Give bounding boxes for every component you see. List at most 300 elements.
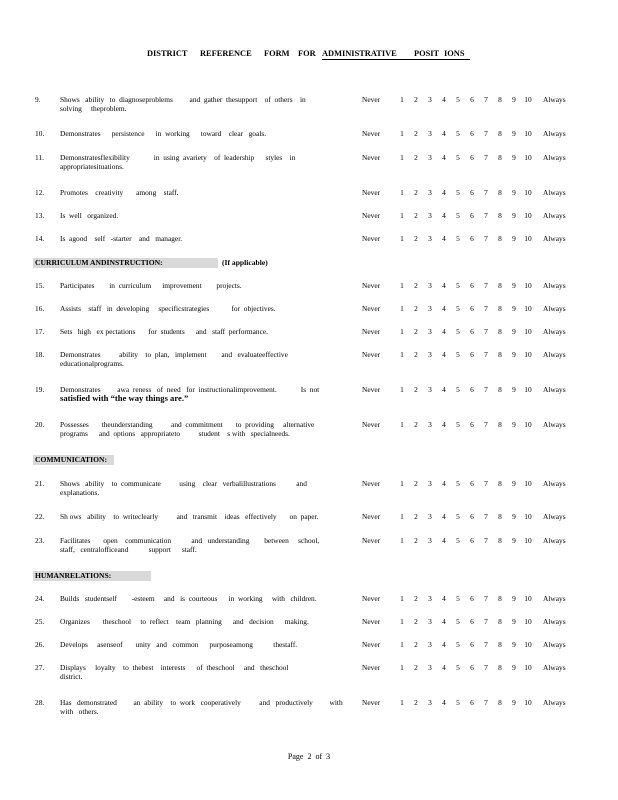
- scale-value-1[interactable]: 1: [400, 479, 404, 488]
- title-word: IONS: [444, 49, 465, 58]
- statement-line: programs and options appropriateto student s with specialneeds.: [60, 429, 290, 438]
- scale-always-label: Always: [543, 234, 566, 243]
- scale-value-3[interactable]: 3: [428, 234, 432, 243]
- scale-value-7[interactable]: 7: [484, 304, 488, 313]
- scale-value-4[interactable]: 4: [442, 536, 446, 545]
- scale-value-4[interactable]: 4: [442, 640, 446, 649]
- scale-always-label: Always: [543, 281, 566, 290]
- scale-value-10[interactable]: 10: [524, 304, 532, 313]
- scale-value-7[interactable]: 7: [484, 640, 488, 649]
- scale-value-2[interactable]: 2: [414, 420, 418, 429]
- scale-value-4[interactable]: 4: [442, 698, 446, 707]
- scale-always-label: Always: [543, 211, 566, 220]
- scale-value-7[interactable]: 7: [484, 234, 488, 243]
- scale-value-8[interactable]: 8: [498, 536, 502, 545]
- scale-value-7[interactable]: 7: [484, 95, 488, 104]
- scale-always-label: Always: [543, 640, 566, 649]
- item-statement: [60, 479, 345, 497]
- scale-value-6[interactable]: 6: [470, 281, 474, 290]
- scale-value-5[interactable]: 5: [456, 640, 460, 649]
- item-number: 24.: [35, 594, 45, 603]
- footer-page-label: Page: [287, 752, 304, 761]
- scale-value-4[interactable]: 4: [442, 663, 446, 672]
- statement-line: solving theproblem.: [60, 104, 127, 113]
- scale-value-5[interactable]: 5: [456, 536, 460, 545]
- scale-always-label: Always: [543, 129, 566, 138]
- scale-never-label: Never: [362, 617, 381, 626]
- scale-never-label: Never: [362, 129, 381, 138]
- scale-value-3[interactable]: 3: [428, 512, 432, 521]
- scale-value-1[interactable]: 1: [400, 211, 404, 220]
- scale-value-1[interactable]: 1: [400, 594, 404, 603]
- scale-value-1[interactable]: 1: [400, 188, 404, 197]
- scale-value-2[interactable]: 2: [414, 617, 418, 626]
- item-number: 12.: [35, 188, 45, 197]
- section-note: (If applicable): [222, 258, 268, 267]
- scale-value-9[interactable]: 9: [512, 420, 516, 429]
- scale-value-10[interactable]: 10: [524, 663, 532, 672]
- scale-value-5[interactable]: 5: [456, 327, 460, 336]
- scale-value-3[interactable]: 3: [428, 536, 432, 545]
- scale-always-label: Always: [543, 617, 566, 626]
- scale-value-9[interactable]: 9: [512, 536, 516, 545]
- scale-value-7[interactable]: 7: [484, 211, 488, 220]
- scale-value-10[interactable]: 10: [524, 385, 532, 394]
- scale-value-1[interactable]: 1: [400, 153, 404, 162]
- scale-value-10[interactable]: 10: [524, 698, 532, 707]
- scale-value-6[interactable]: 6: [470, 304, 474, 313]
- scale-value-3[interactable]: 3: [428, 479, 432, 488]
- scale-value-5[interactable]: 5: [456, 211, 460, 220]
- scale-value-10[interactable]: 10: [524, 594, 532, 603]
- scale-value-9[interactable]: 9: [512, 95, 516, 104]
- scale-value-2[interactable]: 2: [414, 640, 418, 649]
- statement-line: Demonstratesflexibility in using avariety of leadership styles in: [60, 153, 296, 162]
- scale-value-3[interactable]: 3: [428, 95, 432, 104]
- scale-value-5[interactable]: 5: [456, 698, 460, 707]
- scale-value-5[interactable]: 5: [456, 95, 460, 104]
- scale-value-5[interactable]: 5: [456, 385, 460, 394]
- scale-value-3[interactable]: 3: [428, 594, 432, 603]
- statement-line: Assists staff in developing specificstrategies for objectives.: [60, 304, 276, 313]
- scale-value-8[interactable]: 8: [498, 129, 502, 138]
- scale-value-9[interactable]: 9: [512, 663, 516, 672]
- item-statement: [60, 663, 345, 681]
- scale-value-1[interactable]: 1: [400, 327, 404, 336]
- scale-value-8[interactable]: 8: [498, 304, 502, 313]
- item-number: 16.: [35, 304, 45, 313]
- scale-value-4[interactable]: 4: [442, 234, 446, 243]
- section-communication: [33, 455, 114, 465]
- scale-value-4[interactable]: 4: [442, 617, 446, 626]
- scale-always-label: Always: [543, 153, 566, 162]
- item-number: 17.: [35, 327, 45, 336]
- scale-value-10[interactable]: 10: [524, 153, 532, 162]
- scale-value-1[interactable]: 1: [400, 512, 404, 521]
- item-number: 22.: [35, 512, 45, 521]
- scale-value-8[interactable]: 8: [498, 95, 502, 104]
- scale-value-6[interactable]: 6: [470, 640, 474, 649]
- scale-value-7[interactable]: 7: [484, 479, 488, 488]
- scale-value-2[interactable]: 2: [414, 594, 418, 603]
- scale-value-9[interactable]: 9: [512, 234, 516, 243]
- scale-value-8[interactable]: 8: [498, 281, 502, 290]
- statement-line: Demonstrates ability to plan, implement and evaluateeffective: [60, 350, 288, 359]
- scale-value-9[interactable]: 9: [512, 188, 516, 197]
- item-statement: [60, 153, 345, 171]
- scale-value-9[interactable]: 9: [512, 698, 516, 707]
- scale-value-7[interactable]: 7: [484, 420, 488, 429]
- scale-value-9[interactable]: 9: [512, 304, 516, 313]
- scale-value-9[interactable]: 9: [512, 327, 516, 336]
- item-statement: [60, 129, 345, 138]
- scale-value-4[interactable]: 4: [442, 420, 446, 429]
- statement-line: Is agood self -starter and manager.: [60, 234, 183, 243]
- scale-value-10[interactable]: 10: [524, 188, 532, 197]
- scale-value-8[interactable]: 8: [498, 211, 502, 220]
- scale-value-2[interactable]: 2: [414, 663, 418, 672]
- scale-value-4[interactable]: 4: [442, 211, 446, 220]
- scale-value-8[interactable]: 8: [498, 234, 502, 243]
- scale-value-5[interactable]: 5: [456, 281, 460, 290]
- statement-line: Promotes creativity among staff.: [60, 188, 179, 197]
- scale-value-10[interactable]: 10: [524, 95, 532, 104]
- item-number: 9.: [35, 95, 41, 104]
- scale-value-1[interactable]: 1: [400, 385, 404, 394]
- item-statement: [60, 211, 345, 220]
- scale-value-2[interactable]: 2: [414, 479, 418, 488]
- scale-value-5[interactable]: 5: [456, 350, 460, 359]
- scale-never-label: Never: [362, 281, 381, 290]
- scale-value-10[interactable]: 10: [524, 640, 532, 649]
- scale-never-label: Never: [362, 479, 381, 488]
- scale-value-9[interactable]: 9: [512, 479, 516, 488]
- scale-value-3[interactable]: 3: [428, 153, 432, 162]
- scale-value-8[interactable]: 8: [498, 327, 502, 336]
- statement-line: Displays loyalty to thebest interests of theschool and theschool: [60, 663, 289, 672]
- scale-value-7[interactable]: 7: [484, 385, 488, 394]
- scale-value-5[interactable]: 5: [456, 479, 460, 488]
- scale-value-9[interactable]: 9: [512, 211, 516, 220]
- statement-line: Possesses theunderstanding and commitment to providing alternative: [60, 420, 315, 429]
- section-label: COMMUNICATION:: [35, 455, 107, 464]
- scale-value-4[interactable]: 4: [442, 327, 446, 336]
- statement-line: Develops asenseof unity and common purposeamong thestaff.: [60, 640, 298, 649]
- scale-value-9[interactable]: 9: [512, 129, 516, 138]
- scale-always-label: Always: [543, 536, 566, 545]
- scale-value-6[interactable]: 6: [470, 698, 474, 707]
- statement-line: educationalprograms.: [60, 359, 124, 368]
- scale-value-10[interactable]: 10: [524, 281, 532, 290]
- scale-value-8[interactable]: 8: [498, 698, 502, 707]
- item-statement: [60, 512, 345, 521]
- scale-value-2[interactable]: 2: [414, 350, 418, 359]
- scale-value-2[interactable]: 2: [414, 211, 418, 220]
- item-statement: [60, 234, 345, 243]
- scale-value-1[interactable]: 1: [400, 698, 404, 707]
- scale-value-6[interactable]: 6: [470, 420, 474, 429]
- statement-line: Shows ability to diagnoseproblems and gather thesupport of others in: [60, 95, 306, 104]
- scale-value-5[interactable]: 5: [456, 420, 460, 429]
- scale-always-label: Always: [543, 479, 566, 488]
- item-statement: [60, 698, 345, 716]
- scale-never-label: Never: [362, 698, 381, 707]
- scale-always-label: Always: [543, 420, 566, 429]
- statement-line: explanations.: [60, 488, 100, 497]
- scale-value-7[interactable]: 7: [484, 698, 488, 707]
- scale-value-9[interactable]: 9: [512, 385, 516, 394]
- scale-value-3[interactable]: 3: [428, 304, 432, 313]
- item-number: 25.: [35, 617, 45, 626]
- scale-never-label: Never: [362, 385, 381, 394]
- statement-line: Facilitates open communication and understanding between school,: [60, 536, 320, 545]
- scale-value-3[interactable]: 3: [428, 129, 432, 138]
- scale-value-7[interactable]: 7: [484, 536, 488, 545]
- scale-value-9[interactable]: 9: [512, 640, 516, 649]
- scale-value-1[interactable]: 1: [400, 129, 404, 138]
- scale-value-10[interactable]: 10: [524, 617, 532, 626]
- scale-value-10[interactable]: 10: [524, 536, 532, 545]
- scale-value-1[interactable]: 1: [400, 281, 404, 290]
- scale-value-3[interactable]: 3: [428, 420, 432, 429]
- scale-always-label: Always: [543, 350, 566, 359]
- scale-value-4[interactable]: 4: [442, 304, 446, 313]
- scale-value-3[interactable]: 3: [428, 211, 432, 220]
- scale-value-6[interactable]: 6: [470, 95, 474, 104]
- scale-value-4[interactable]: 4: [442, 153, 446, 162]
- scale-value-3[interactable]: 3: [428, 188, 432, 197]
- scale-value-7[interactable]: 7: [484, 281, 488, 290]
- scale-value-1[interactable]: 1: [400, 304, 404, 313]
- scale-value-6[interactable]: 6: [470, 536, 474, 545]
- scale-never-label: Never: [362, 350, 381, 359]
- statement-line: Sets high ex pectations for students and staff performance.: [60, 327, 268, 336]
- scale-value-6[interactable]: 6: [470, 129, 474, 138]
- statement-line: staff, centralofficeand support staff.: [60, 545, 197, 554]
- scale-value-7[interactable]: 7: [484, 188, 488, 197]
- scale-value-5[interactable]: 5: [456, 304, 460, 313]
- scale-value-9[interactable]: 9: [512, 350, 516, 359]
- scale-value-8[interactable]: 8: [498, 617, 502, 626]
- scale-value-6[interactable]: 6: [470, 479, 474, 488]
- scale-never-label: Never: [362, 663, 381, 672]
- scale-value-5[interactable]: 5: [456, 617, 460, 626]
- statement-line: Participates in curriculum improvement projects.: [60, 281, 242, 290]
- scale-value-7[interactable]: 7: [484, 594, 488, 603]
- scale-value-8[interactable]: 8: [498, 663, 502, 672]
- scale-value-8[interactable]: 8: [498, 188, 502, 197]
- scale-value-4[interactable]: 4: [442, 188, 446, 197]
- scale-value-1[interactable]: 1: [400, 663, 404, 672]
- scale-value-8[interactable]: 8: [498, 350, 502, 359]
- scale-value-2[interactable]: 2: [414, 385, 418, 394]
- item-number: 28.: [35, 698, 45, 707]
- scale-value-2[interactable]: 2: [414, 95, 418, 104]
- scale-never-label: Never: [362, 512, 381, 521]
- scale-value-1[interactable]: 1: [400, 420, 404, 429]
- scale-value-10[interactable]: 10: [524, 211, 532, 220]
- scale-value-7[interactable]: 7: [484, 327, 488, 336]
- scale-value-2[interactable]: 2: [414, 153, 418, 162]
- scale-value-8[interactable]: 8: [498, 420, 502, 429]
- item-statement: [60, 188, 345, 197]
- scale-value-6[interactable]: 6: [470, 350, 474, 359]
- scale-value-7[interactable]: 7: [484, 129, 488, 138]
- statement-line: Builds studentself -esteem and is courteous in working with children.: [60, 594, 317, 603]
- scale-value-8[interactable]: 8: [498, 479, 502, 488]
- item-statement: [60, 420, 345, 438]
- scale-value-2[interactable]: 2: [414, 129, 418, 138]
- section-human-relations: [33, 571, 151, 581]
- scale-value-10[interactable]: 10: [524, 420, 532, 429]
- item-number: 18.: [35, 350, 45, 359]
- scale-value-3[interactable]: 3: [428, 617, 432, 626]
- item-statement: [60, 640, 345, 649]
- scale-value-4[interactable]: 4: [442, 281, 446, 290]
- scale-value-2[interactable]: 2: [414, 281, 418, 290]
- scale-value-5[interactable]: 5: [456, 512, 460, 521]
- scale-value-7[interactable]: 7: [484, 350, 488, 359]
- scale-value-4[interactable]: 4: [442, 594, 446, 603]
- item-statement: [60, 350, 345, 368]
- scale-value-8[interactable]: 8: [498, 594, 502, 603]
- scale-value-2[interactable]: 2: [414, 698, 418, 707]
- scale-value-2[interactable]: 2: [414, 536, 418, 545]
- scale-value-2[interactable]: 2: [414, 327, 418, 336]
- scale-value-1[interactable]: 1: [400, 95, 404, 104]
- scale-value-6[interactable]: 6: [470, 594, 474, 603]
- scale-value-3[interactable]: 3: [428, 281, 432, 290]
- scale-value-9[interactable]: 9: [512, 617, 516, 626]
- scale-value-6[interactable]: 6: [470, 512, 474, 521]
- scale-value-2[interactable]: 2: [414, 512, 418, 521]
- item-number: 13.: [35, 211, 45, 220]
- scale-value-6[interactable]: 6: [470, 188, 474, 197]
- item-statement: [60, 617, 345, 626]
- scale-never-label: Never: [362, 420, 381, 429]
- scale-value-4[interactable]: 4: [442, 129, 446, 138]
- scale-value-4[interactable]: 4: [442, 385, 446, 394]
- scale-never-label: Never: [362, 536, 381, 545]
- statement-line: Sh ows ability to writeclearly and transmit ideas effectively on paper.: [60, 512, 319, 521]
- item-statement: [60, 281, 345, 290]
- scale-value-5[interactable]: 5: [456, 663, 460, 672]
- scale-value-3[interactable]: 3: [428, 663, 432, 672]
- scale-never-label: Never: [362, 188, 381, 197]
- scale-value-10[interactable]: 10: [524, 327, 532, 336]
- scale-value-1[interactable]: 1: [400, 350, 404, 359]
- section-label: HUMANRELATIONS:: [35, 571, 112, 580]
- item-statement: [60, 594, 345, 603]
- title-word: POSIT: [414, 49, 440, 58]
- scale-value-6[interactable]: 6: [470, 153, 474, 162]
- scale-value-6[interactable]: 6: [470, 234, 474, 243]
- title-word: REFERENCE: [200, 49, 252, 58]
- scale-value-3[interactable]: 3: [428, 385, 432, 394]
- scale-value-1[interactable]: 1: [400, 617, 404, 626]
- scale-value-6[interactable]: 6: [470, 211, 474, 220]
- scale-value-9[interactable]: 9: [512, 594, 516, 603]
- scale-value-4[interactable]: 4: [442, 95, 446, 104]
- section-label: CURRICULUM ANDINSTRUCTION:: [35, 258, 163, 267]
- scale-value-5[interactable]: 5: [456, 129, 460, 138]
- scale-value-7[interactable]: 7: [484, 663, 488, 672]
- item-number: 11.: [35, 153, 44, 162]
- scale-value-5[interactable]: 5: [456, 153, 460, 162]
- scale-always-label: Always: [543, 594, 566, 603]
- scale-value-1[interactable]: 1: [400, 234, 404, 243]
- statement-line: Shows ability to communicate using clear verbalillustrations and: [60, 479, 307, 488]
- scale-value-2[interactable]: 2: [414, 188, 418, 197]
- statement-line: district.: [60, 672, 83, 681]
- statement-line: Demonstrates persistence in working toward clear goals.: [60, 129, 267, 138]
- scale-value-4[interactable]: 4: [442, 479, 446, 488]
- statement-line: Demonstrates awa reness of need for instructionalimprovement. Is not: [60, 385, 320, 394]
- page-footer: [0, 752, 618, 761]
- scale-value-6[interactable]: 6: [470, 663, 474, 672]
- scale-value-6[interactable]: 6: [470, 385, 474, 394]
- scale-value-8[interactable]: 8: [498, 385, 502, 394]
- item-statement: [60, 385, 345, 403]
- scale-value-8[interactable]: 8: [498, 640, 502, 649]
- scale-value-3[interactable]: 3: [428, 698, 432, 707]
- item-statement: [60, 327, 345, 336]
- scale-value-9[interactable]: 9: [512, 281, 516, 290]
- scale-value-10[interactable]: 10: [524, 129, 532, 138]
- scale-value-10[interactable]: 10: [524, 234, 532, 243]
- scale-value-1[interactable]: 1: [400, 536, 404, 545]
- scale-always-label: Always: [543, 385, 566, 394]
- scale-value-5[interactable]: 5: [456, 188, 460, 197]
- scale-value-2[interactable]: 2: [414, 234, 418, 243]
- section-curriculum: [33, 258, 218, 268]
- scale-value-10[interactable]: 10: [524, 350, 532, 359]
- scale-value-10[interactable]: 10: [524, 512, 532, 521]
- scale-value-3[interactable]: 3: [428, 640, 432, 649]
- item-number: 27.: [35, 663, 45, 672]
- scale-value-5[interactable]: 5: [456, 594, 460, 603]
- statement-line: appropriatesituations.: [60, 162, 124, 171]
- scale-value-7[interactable]: 7: [484, 512, 488, 521]
- item-number: 10.: [35, 129, 45, 138]
- title-word: DISTRICT: [147, 49, 188, 58]
- scale-always-label: Always: [543, 188, 566, 197]
- scale-value-7[interactable]: 7: [484, 617, 488, 626]
- scale-value-9[interactable]: 9: [512, 512, 516, 521]
- scale-value-1[interactable]: 1: [400, 640, 404, 649]
- scale-value-4[interactable]: 4: [442, 350, 446, 359]
- scale-value-7[interactable]: 7: [484, 153, 488, 162]
- scale-value-8[interactable]: 8: [498, 512, 502, 521]
- item-number: 23.: [35, 536, 45, 545]
- scale-value-9[interactable]: 9: [512, 153, 516, 162]
- scale-value-8[interactable]: 8: [498, 153, 502, 162]
- scale-value-6[interactable]: 6: [470, 327, 474, 336]
- statement-line: Has demonstrated an ability to work cooperatively and productively with: [60, 698, 343, 707]
- statement-line: Organizes theschool to reflect team planning and decision making.: [60, 617, 309, 626]
- scale-never-label: Never: [362, 304, 381, 313]
- scale-value-5[interactable]: 5: [456, 234, 460, 243]
- item-number: 19.: [35, 385, 45, 394]
- scale-value-3[interactable]: 3: [428, 327, 432, 336]
- scale-value-3[interactable]: 3: [428, 350, 432, 359]
- scale-value-10[interactable]: 10: [524, 479, 532, 488]
- footer-page-number: 2: [307, 752, 312, 761]
- scale-value-4[interactable]: 4: [442, 512, 446, 521]
- scale-value-6[interactable]: 6: [470, 617, 474, 626]
- scale-value-2[interactable]: 2: [414, 304, 418, 313]
- statement-line: satisfied with “the way things are.”: [60, 393, 189, 403]
